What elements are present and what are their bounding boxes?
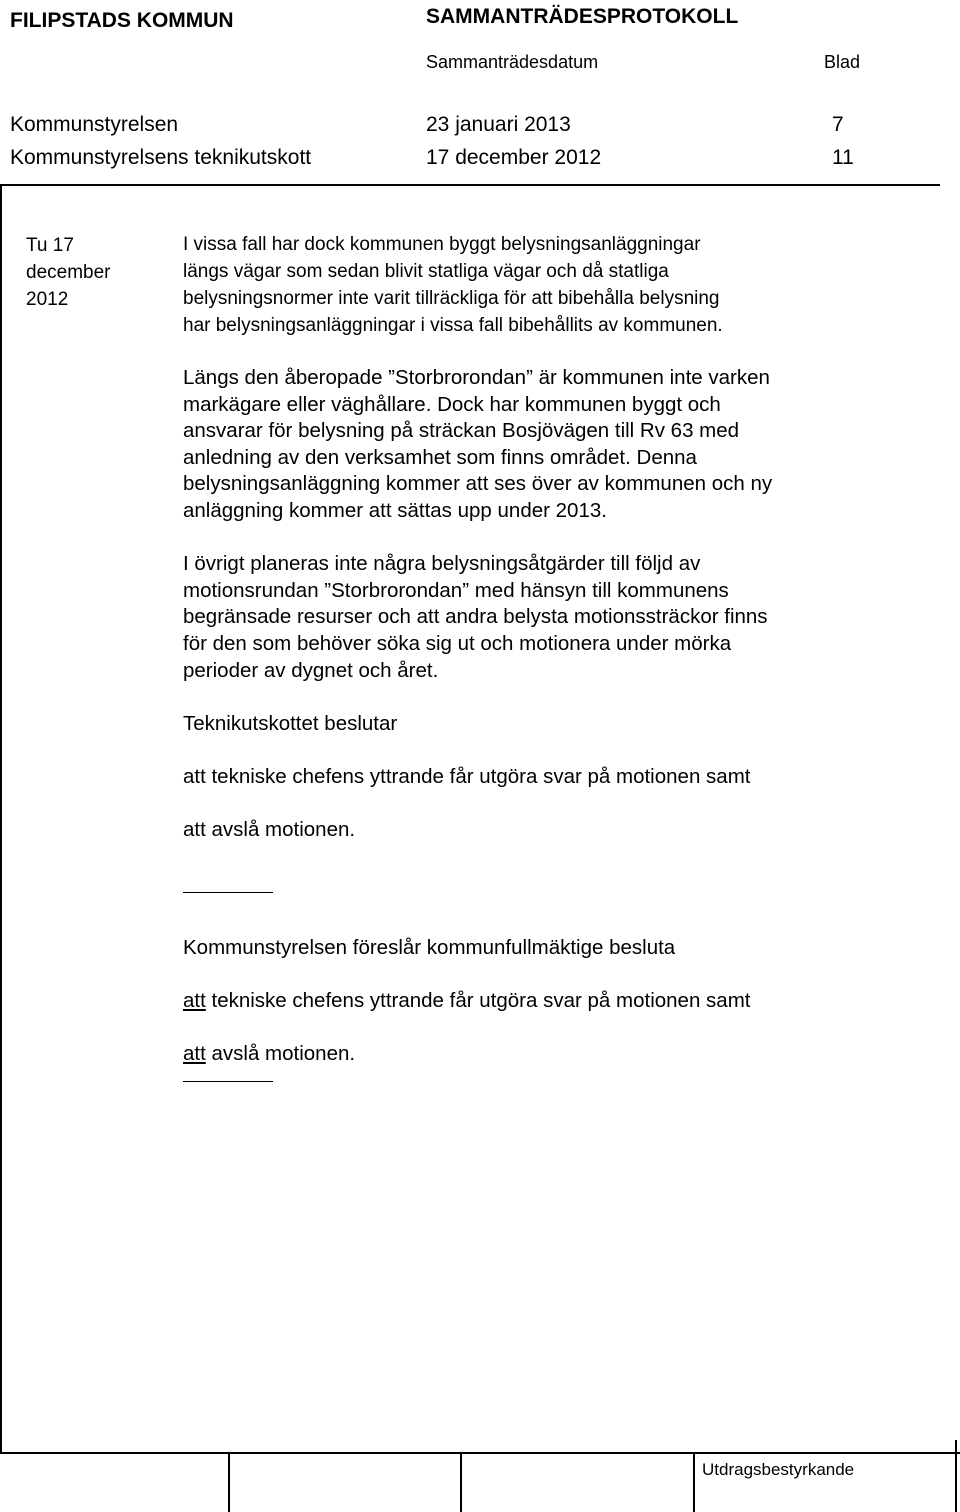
- text-line: belysningsanläggning kommer att ses över av kommunen och ny: [183, 472, 773, 496]
- text-line: för den som behöver söka sig ut och motionera under mörka: [183, 631, 732, 655]
- paragraph-2: [183, 365, 953, 525]
- text-line: anledning av den verksamhet som finns området. Denna: [183, 445, 697, 469]
- board-proposal-item: att avslå motionen.: [183, 1042, 356, 1066]
- footer-divider-2: [460, 1454, 462, 1512]
- margin-date-line: Tu 17: [26, 235, 74, 256]
- date-label: Sammanträdesdatum: [426, 52, 599, 72]
- document-type: SAMMANTRÄDESPROTOKOLL: [426, 5, 739, 28]
- att-keyword: att: [183, 1042, 206, 1066]
- section-separator: [183, 892, 273, 893]
- municipality-name: FILIPSTADS KOMMUN: [10, 9, 234, 32]
- margin-date-line: 2012: [26, 289, 69, 310]
- text-line: motionsrundan ”Storbrorondan” med hänsyn till kommunens: [183, 578, 729, 602]
- text-line: längs vägar som sedan blivit statliga vägar och då statliga: [183, 261, 669, 282]
- page-number-1: 7: [832, 113, 844, 136]
- committee-decision-item: att tekniske chefens yttrande får utgöra svar på motionen samt: [183, 764, 751, 788]
- header-rule: [0, 184, 940, 186]
- text-line: I övrigt planeras inte några belysningsåtgärder till följd av: [183, 552, 701, 576]
- footer-divider-3: [693, 1454, 695, 1512]
- text-line: markägare eller väghållare. Dock har kommunen byggt och: [183, 392, 721, 416]
- meeting-date-1: 23 januari 2013: [426, 113, 571, 136]
- text-line: har belysningsanläggningar i vissa fall bibehållits av kommunen.: [183, 315, 723, 336]
- footer-rule: [0, 1452, 960, 1454]
- frame-right-line: [955, 1440, 957, 1512]
- att-keyword: att: [183, 988, 206, 1012]
- margin-meeting-date: [26, 232, 111, 313]
- margin-date-line: december: [26, 262, 111, 283]
- footer-divider-1: [228, 1454, 230, 1512]
- frame-left-line: [0, 184, 2, 1454]
- text-line: belysningsnormer inte varit tillräckliga för att bibehålla belysning: [183, 288, 720, 309]
- protocol-body: [183, 231, 953, 1082]
- paragraph-3: [183, 551, 953, 684]
- board-proposal-item: att tekniske chefens yttrande får utgöra svar på motionen samt: [183, 988, 751, 1012]
- body-name-2: Kommunstyrelsens teknikutskott: [10, 146, 312, 169]
- committee-decision-heading: Teknikutskottet beslutar: [183, 711, 398, 735]
- paragraph-1: [183, 231, 953, 339]
- committee-decision-item: att avslå motionen.: [183, 818, 356, 842]
- text-line: Längs den åberopade ”Storbrorondan” är kommunen inte varken: [183, 366, 770, 389]
- meeting-date-2: 17 december 2012: [426, 146, 602, 169]
- text-line: begränsade resurser och att andra belysta motionssträckor finns: [183, 605, 768, 629]
- page-number-2: 11: [832, 146, 854, 169]
- page-label: Blad: [824, 52, 861, 72]
- body-name-1: Kommunstyrelsen: [10, 113, 179, 136]
- text-line: perioder av dygnet och året.: [183, 658, 439, 682]
- board-proposal-heading: Kommunstyrelsen föreslår kommunfullmäktige besluta: [183, 935, 676, 959]
- section-separator: [183, 1081, 273, 1082]
- text-line: anläggning kommer att sättas upp under 2013.: [183, 498, 607, 522]
- text-line: I vissa fall har dock kommunen byggt belysningsanläggningar: [183, 234, 701, 255]
- footer-label: Utdragsbestyrkande: [702, 1460, 855, 1479]
- text-line: ansvarar för belysning på sträckan Bosjövägen till Rv 63 med: [183, 419, 740, 443]
